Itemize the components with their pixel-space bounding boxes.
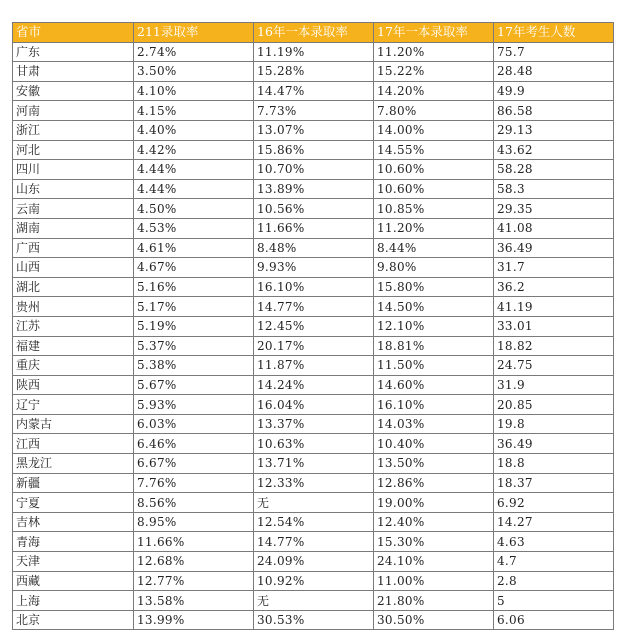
- rate-211-cell: 3.50%: [134, 62, 254, 82]
- tier1-2017-cell: 10.60%: [374, 160, 494, 180]
- table-row: [13, 199, 614, 219]
- rate-211-cell: 4.53%: [134, 218, 254, 238]
- tier1-2016-cell: 13.37%: [254, 414, 374, 434]
- province-cell: 广西: [13, 238, 134, 258]
- province-cell: 西藏: [13, 571, 134, 591]
- rate-211-cell: 13.58%: [134, 591, 254, 611]
- rate-211-cell: 13.99%: [134, 610, 254, 630]
- examinees-2017-cell: 6.06: [494, 610, 614, 630]
- rate-211-cell: 4.61%: [134, 238, 254, 258]
- rate-211-cell: 5.17%: [134, 297, 254, 317]
- province-cell: 新疆: [13, 473, 134, 493]
- rate-211-cell: 4.67%: [134, 258, 254, 278]
- examinees-2017-cell: 29.13: [494, 120, 614, 140]
- table-row: [13, 414, 614, 434]
- tier1-2016-cell: 10.63%: [254, 434, 374, 454]
- tier1-2017-cell: 30.50%: [374, 610, 494, 630]
- table-row: [13, 160, 614, 180]
- tier1-2017-cell: 14.03%: [374, 414, 494, 434]
- tier1-2017-cell: 12.10%: [374, 316, 494, 336]
- table-row: [13, 140, 614, 160]
- rate-211-cell: 6.67%: [134, 454, 254, 474]
- examinees-2017-cell: 43.62: [494, 140, 614, 160]
- table-row: [13, 512, 614, 532]
- province-cell: 吉林: [13, 512, 134, 532]
- province-cell: 黑龙江: [13, 454, 134, 474]
- examinees-2017-cell: 18.8: [494, 454, 614, 474]
- province-cell: 安徽: [13, 81, 134, 101]
- tier1-2017-cell: 11.50%: [374, 356, 494, 376]
- province-cell: 福建: [13, 336, 134, 356]
- examinees-2017-cell: 14.27: [494, 512, 614, 532]
- tier1-2017-cell: 13.50%: [374, 454, 494, 474]
- rate-211-cell: 6.46%: [134, 434, 254, 454]
- tier1-2016-cell: 14.47%: [254, 81, 374, 101]
- rate-211-cell: 8.95%: [134, 512, 254, 532]
- tier1-2017-cell: 12.86%: [374, 473, 494, 493]
- table-row: [13, 395, 614, 415]
- tier1-2017-cell: 18.81%: [374, 336, 494, 356]
- tier1-2017-cell: 15.30%: [374, 532, 494, 552]
- examinees-2017-cell: 20.85: [494, 395, 614, 415]
- examinees-2017-cell: 5: [494, 591, 614, 611]
- tier1-2016-cell: 12.54%: [254, 512, 374, 532]
- rate-211-cell: 4.44%: [134, 160, 254, 180]
- tier1-2016-cell: 无: [254, 493, 374, 513]
- rate-211-cell: 2.74%: [134, 42, 254, 62]
- rate-211-cell: 11.66%: [134, 532, 254, 552]
- tier1-2016-cell: 8.48%: [254, 238, 374, 258]
- header-2017-tier1-rate: 17年一本录取率: [374, 23, 494, 43]
- table-row: [13, 493, 614, 513]
- rate-211-cell: 5.93%: [134, 395, 254, 415]
- tier1-2016-cell: 10.56%: [254, 199, 374, 219]
- examinees-2017-cell: 31.9: [494, 375, 614, 395]
- province-cell: 北京: [13, 610, 134, 630]
- tier1-2017-cell: 15.22%: [374, 62, 494, 82]
- tier1-2016-cell: 16.04%: [254, 395, 374, 415]
- examinees-2017-cell: 58.3: [494, 179, 614, 199]
- tier1-2016-cell: 20.17%: [254, 336, 374, 356]
- province-cell: 重庆: [13, 356, 134, 376]
- examinees-2017-cell: 18.37: [494, 473, 614, 493]
- tier1-2017-cell: 21.80%: [374, 591, 494, 611]
- table-row: [13, 336, 614, 356]
- province-cell: 河北: [13, 140, 134, 160]
- header-row: [13, 23, 614, 43]
- tier1-2016-cell: 15.86%: [254, 140, 374, 160]
- table-row: [13, 473, 614, 493]
- tier1-2016-cell: 13.89%: [254, 179, 374, 199]
- examinees-2017-cell: 58.28: [494, 160, 614, 180]
- province-cell: 河南: [13, 101, 134, 121]
- tier1-2017-cell: 14.20%: [374, 81, 494, 101]
- rate-211-cell: 4.10%: [134, 81, 254, 101]
- rate-211-cell: 5.37%: [134, 336, 254, 356]
- province-cell: 浙江: [13, 120, 134, 140]
- province-cell: 宁夏: [13, 493, 134, 513]
- table-row: [13, 552, 614, 572]
- tier1-2017-cell: 14.50%: [374, 297, 494, 317]
- rate-211-cell: 12.77%: [134, 571, 254, 591]
- tier1-2016-cell: 24.09%: [254, 552, 374, 572]
- tier1-2016-cell: 11.66%: [254, 218, 374, 238]
- province-cell: 甘肃: [13, 62, 134, 82]
- tier1-2016-cell: 30.53%: [254, 610, 374, 630]
- tier1-2017-cell: 14.55%: [374, 140, 494, 160]
- header-province: 省市: [13, 23, 134, 43]
- table-body: [13, 42, 614, 630]
- table-row: [13, 258, 614, 278]
- tier1-2016-cell: 无: [254, 591, 374, 611]
- tier1-2017-cell: 10.60%: [374, 179, 494, 199]
- tier1-2017-cell: 11.20%: [374, 218, 494, 238]
- table-row: [13, 238, 614, 258]
- tier1-2017-cell: 8.44%: [374, 238, 494, 258]
- table-row: [13, 375, 614, 395]
- tier1-2016-cell: 15.28%: [254, 62, 374, 82]
- province-cell: 云南: [13, 199, 134, 219]
- table-row: [13, 434, 614, 454]
- tier1-2017-cell: 12.40%: [374, 512, 494, 532]
- tier1-2016-cell: 12.33%: [254, 473, 374, 493]
- header-211-rate: 211录取率: [134, 23, 254, 43]
- rate-211-cell: 5.67%: [134, 375, 254, 395]
- table-row: [13, 81, 614, 101]
- examinees-2017-cell: 31.7: [494, 258, 614, 278]
- examinees-2017-cell: 2.8: [494, 571, 614, 591]
- province-cell: 湖北: [13, 277, 134, 297]
- province-cell: 辽宁: [13, 395, 134, 415]
- tier1-2016-cell: 13.07%: [254, 120, 374, 140]
- examinees-2017-cell: 4.63: [494, 532, 614, 552]
- tier1-2017-cell: 10.40%: [374, 434, 494, 454]
- examinees-2017-cell: 6.92: [494, 493, 614, 513]
- examinees-2017-cell: 36.49: [494, 238, 614, 258]
- tier1-2017-cell: 9.80%: [374, 258, 494, 278]
- table-row: [13, 42, 614, 62]
- tier1-2017-cell: 11.20%: [374, 42, 494, 62]
- rate-211-cell: 7.76%: [134, 473, 254, 493]
- tier1-2017-cell: 14.00%: [374, 120, 494, 140]
- header-2017-examinees: 17年考生人数: [494, 23, 614, 43]
- examinees-2017-cell: 41.08: [494, 218, 614, 238]
- table-header: [13, 23, 614, 43]
- province-cell: 山东: [13, 179, 134, 199]
- tier1-2016-cell: 10.92%: [254, 571, 374, 591]
- examinees-2017-cell: 75.7: [494, 42, 614, 62]
- province-cell: 陕西: [13, 375, 134, 395]
- tier1-2016-cell: 10.70%: [254, 160, 374, 180]
- table-row: [13, 101, 614, 121]
- table-row: [13, 277, 614, 297]
- table-row: [13, 316, 614, 336]
- tier1-2016-cell: 14.77%: [254, 297, 374, 317]
- table-row: [13, 532, 614, 552]
- tier1-2016-cell: 9.93%: [254, 258, 374, 278]
- examinees-2017-cell: 86.58: [494, 101, 614, 121]
- tier1-2017-cell: 14.60%: [374, 375, 494, 395]
- province-cell: 江苏: [13, 316, 134, 336]
- table-row: [13, 218, 614, 238]
- examinees-2017-cell: 41.19: [494, 297, 614, 317]
- tier1-2016-cell: 14.77%: [254, 532, 374, 552]
- examinees-2017-cell: 19.8: [494, 414, 614, 434]
- rate-211-cell: 5.38%: [134, 356, 254, 376]
- province-cell: 贵州: [13, 297, 134, 317]
- rate-211-cell: 8.56%: [134, 493, 254, 513]
- rate-211-cell: 4.40%: [134, 120, 254, 140]
- header-2016-tier1-rate: 16年一本录取率: [254, 23, 374, 43]
- tier1-2016-cell: 11.19%: [254, 42, 374, 62]
- tier1-2016-cell: 16.10%: [254, 277, 374, 297]
- table-row: [13, 610, 614, 630]
- tier1-2017-cell: 19.00%: [374, 493, 494, 513]
- table-row: [13, 571, 614, 591]
- rate-211-cell: 12.68%: [134, 552, 254, 572]
- tier1-2017-cell: 11.00%: [374, 571, 494, 591]
- examinees-2017-cell: 28.48: [494, 62, 614, 82]
- province-cell: 青海: [13, 532, 134, 552]
- tier1-2017-cell: 7.80%: [374, 101, 494, 121]
- examinees-2017-cell: 18.82: [494, 336, 614, 356]
- table-row: [13, 62, 614, 82]
- rate-211-cell: 6.03%: [134, 414, 254, 434]
- rate-211-cell: 4.42%: [134, 140, 254, 160]
- table-row: [13, 120, 614, 140]
- admission-rate-table: [12, 22, 614, 630]
- examinees-2017-cell: 29.35: [494, 199, 614, 219]
- province-cell: 江西: [13, 434, 134, 454]
- rate-211-cell: 4.15%: [134, 101, 254, 121]
- tier1-2017-cell: 24.10%: [374, 552, 494, 572]
- province-cell: 广东: [13, 42, 134, 62]
- examinees-2017-cell: 24.75: [494, 356, 614, 376]
- examinees-2017-cell: 49.9: [494, 81, 614, 101]
- tier1-2016-cell: 12.45%: [254, 316, 374, 336]
- table-row: [13, 297, 614, 317]
- tier1-2016-cell: 14.24%: [254, 375, 374, 395]
- tier1-2016-cell: 7.73%: [254, 101, 374, 121]
- examinees-2017-cell: 36.2: [494, 277, 614, 297]
- province-cell: 湖南: [13, 218, 134, 238]
- admission-rate-table-container: [12, 22, 613, 630]
- province-cell: 山西: [13, 258, 134, 278]
- table-row: [13, 591, 614, 611]
- examinees-2017-cell: 33.01: [494, 316, 614, 336]
- rate-211-cell: 5.19%: [134, 316, 254, 336]
- province-cell: 内蒙古: [13, 414, 134, 434]
- table-row: [13, 454, 614, 474]
- examinees-2017-cell: 4.7: [494, 552, 614, 572]
- examinees-2017-cell: 36.49: [494, 434, 614, 454]
- province-cell: 上海: [13, 591, 134, 611]
- province-cell: 四川: [13, 160, 134, 180]
- rate-211-cell: 4.50%: [134, 199, 254, 219]
- rate-211-cell: 5.16%: [134, 277, 254, 297]
- tier1-2016-cell: 13.71%: [254, 454, 374, 474]
- table-row: [13, 356, 614, 376]
- tier1-2017-cell: 10.85%: [374, 199, 494, 219]
- tier1-2017-cell: 16.10%: [374, 395, 494, 415]
- table-row: [13, 179, 614, 199]
- rate-211-cell: 4.44%: [134, 179, 254, 199]
- tier1-2017-cell: 15.80%: [374, 277, 494, 297]
- tier1-2016-cell: 11.87%: [254, 356, 374, 376]
- province-cell: 天津: [13, 552, 134, 572]
